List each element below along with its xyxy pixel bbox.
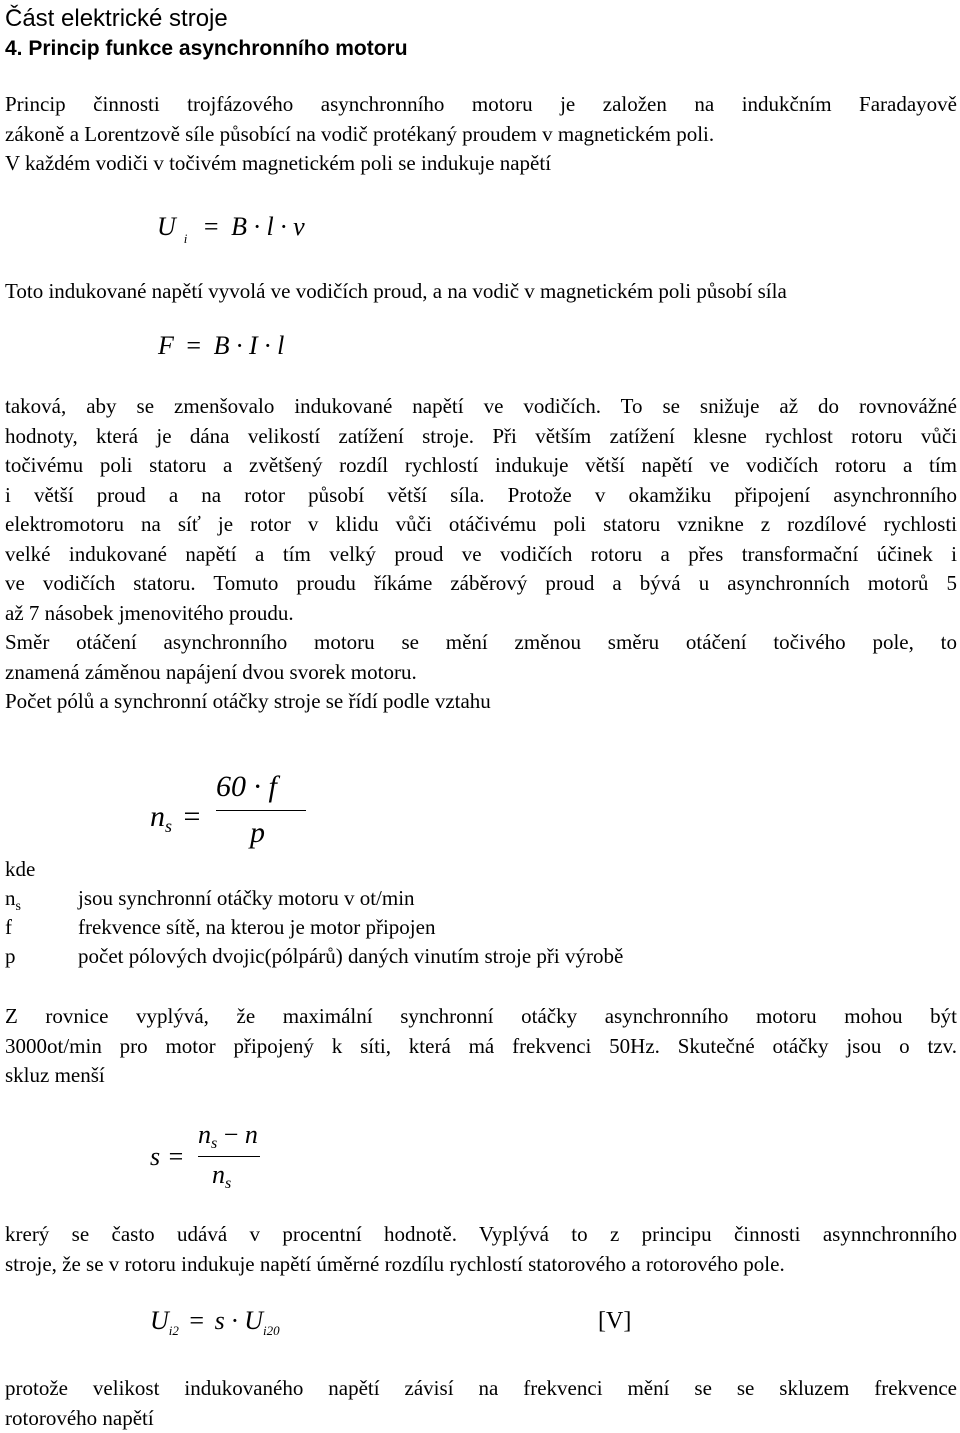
definition-symbol: p [5, 944, 16, 969]
eq-subscript: i2 [169, 1323, 179, 1338]
eq-symbol: s [150, 1142, 160, 1171]
body-paragraph [5, 1002, 957, 1091]
symbol-text: n [198, 1120, 211, 1149]
symbol-text: n [5, 886, 16, 910]
text-line: znamená záměnou napájení dvou svorek motoru. [5, 658, 957, 688]
eq-rhs: B · I · l [214, 331, 285, 360]
eq-operator: = [189, 1306, 204, 1335]
text-line: ve vodičích statoru. Tomuto proudu říkáme záběrový proud a bývá u asynchronních motorů 5 [5, 569, 957, 599]
eq-rhs: B · l · v [231, 212, 305, 241]
equation-slip [150, 1120, 290, 1200]
body-paragraph [5, 1220, 957, 1279]
definition-symbol [5, 886, 21, 911]
text-line: Směr otáčení asynchronního motoru se mění změnou směru otáčení točivého pole, to [5, 628, 957, 658]
eq-operator: = [169, 1142, 184, 1171]
text-line: taková, aby se zmenšovalo indukované napětí ve vodičích. To se snižuje až do rovnovážné [5, 392, 957, 422]
text-line: elektromotoru na síť je rotor v klidu vůči otáčivému poli statoru vznikne z rozdílové rychlosti [5, 510, 957, 540]
symbol-text: n [245, 1120, 258, 1149]
equation-rotor-voltage [150, 1306, 280, 1336]
eq-operator: = [184, 800, 201, 833]
eq-subscript: i20 [263, 1323, 280, 1338]
eq-numerator [198, 1120, 258, 1150]
body-paragraph [5, 392, 957, 717]
eq-operator: − [224, 1120, 239, 1149]
text-line: velké indukované napětí a tím velký proud ve vodičích rotoru a přes transformační účinek i [5, 540, 957, 570]
text-line: V každém vodiči v točivém magnetickém poli se indukuje napětí [5, 149, 957, 179]
page-title: 4. Princip funkce asynchronního motoru [5, 36, 408, 62]
eq-subscript: i [184, 231, 188, 246]
eq-subscript: s [165, 816, 172, 836]
text-line: Toto indukované napětí vyvolá ve vodičích proud, a na vodič v magnetickém poli působí síla [5, 277, 787, 306]
eq-symbol: n [150, 800, 165, 833]
symbol-subscript: s [211, 1135, 217, 1152]
eq-operator: = [204, 212, 219, 241]
body-paragraph [5, 1374, 957, 1433]
eq-lhs [150, 1142, 183, 1172]
eq-symbol: U [150, 1306, 169, 1335]
eq-symbol: U [157, 212, 176, 241]
equation-synchronous-speed [150, 768, 320, 858]
eq-symbol: F [158, 331, 174, 360]
definition-symbol: f [5, 915, 12, 940]
definition-text: frekvence sítě, na kterou je motor připojen [78, 915, 435, 940]
text-line: Princip činnosti trojfázového asynchronního motoru je založen na indukčním Faradayově [5, 90, 957, 120]
text-line: i větší proud a na rotor působí větší síla. Protože v okamžiku připojení asynchronního [5, 481, 957, 511]
section-header: Část elektrické stroje [5, 4, 228, 34]
text-line: Z rovnice vyplývá, že maximální synchronní otáčky asynchronního motoru mohou být [5, 1002, 957, 1032]
eq-rhs: s · U [215, 1306, 263, 1335]
eq-operator: = [186, 331, 201, 360]
text-line: Počet pólů a synchronní otáčky stroje se řídí podle vztahu [5, 687, 957, 717]
eq-denominator: p [250, 816, 265, 850]
definitions-label: kde [5, 857, 35, 882]
unit-label: [V] [598, 1308, 631, 1335]
fraction-bar [198, 1156, 260, 1157]
text-line: rotorového napětí [5, 1404, 957, 1433]
symbol-subscript: s [225, 1175, 231, 1192]
text-line: stroje, že se v rotoru indukuje napětí úměrné rozdílu rychlostí statorového a rotorového pole. [5, 1250, 957, 1280]
symbol-text: n [212, 1160, 225, 1189]
text-line: točivému poli statoru a zvětšený rozdíl rychlostí indukuje větší napětí ve vodičích rotoru a tím [5, 451, 957, 481]
definition-text: jsou synchronní otáčky motoru v ot/min [78, 886, 415, 911]
text-line: zákoně a Lorentzově síle působící na vodič protékaný proudem v magnetickém poli. [5, 120, 957, 150]
fraction-bar [216, 810, 306, 811]
equation-force [158, 331, 284, 361]
intro-paragraph [5, 90, 957, 179]
equation-induced-voltage [157, 212, 305, 242]
text-line: skluz menší [5, 1061, 957, 1091]
text-line: hodnoty, která je dána velikostí zatížení stroje. Při větším zatížení klesne rychlost rotoru vůči [5, 422, 957, 452]
text-line: krerý se často udává v procentní hodnotě. Vyplývá to z principu činnosti asynnchronního [5, 1220, 957, 1250]
text-line: 3000ot/min pro motor připojený k síti, která má frekvenci 50Hz. Skutečné otáčky jsou o tzv. [5, 1032, 957, 1062]
definition-text: počet pólových dvojic(pólpárů) daných vinutím stroje při výrobě [78, 944, 623, 969]
eq-lhs [150, 800, 200, 834]
text-line: protože velikost indukovaného napětí závisí na frekvenci mění se se skluzem frekvence [5, 1374, 957, 1404]
symbol-subscript: s [16, 899, 21, 914]
text-line: až 7 násobek jmenovitého proudu. [5, 599, 957, 629]
eq-denominator [212, 1160, 231, 1190]
eq-numerator: 60 · f [216, 770, 277, 804]
